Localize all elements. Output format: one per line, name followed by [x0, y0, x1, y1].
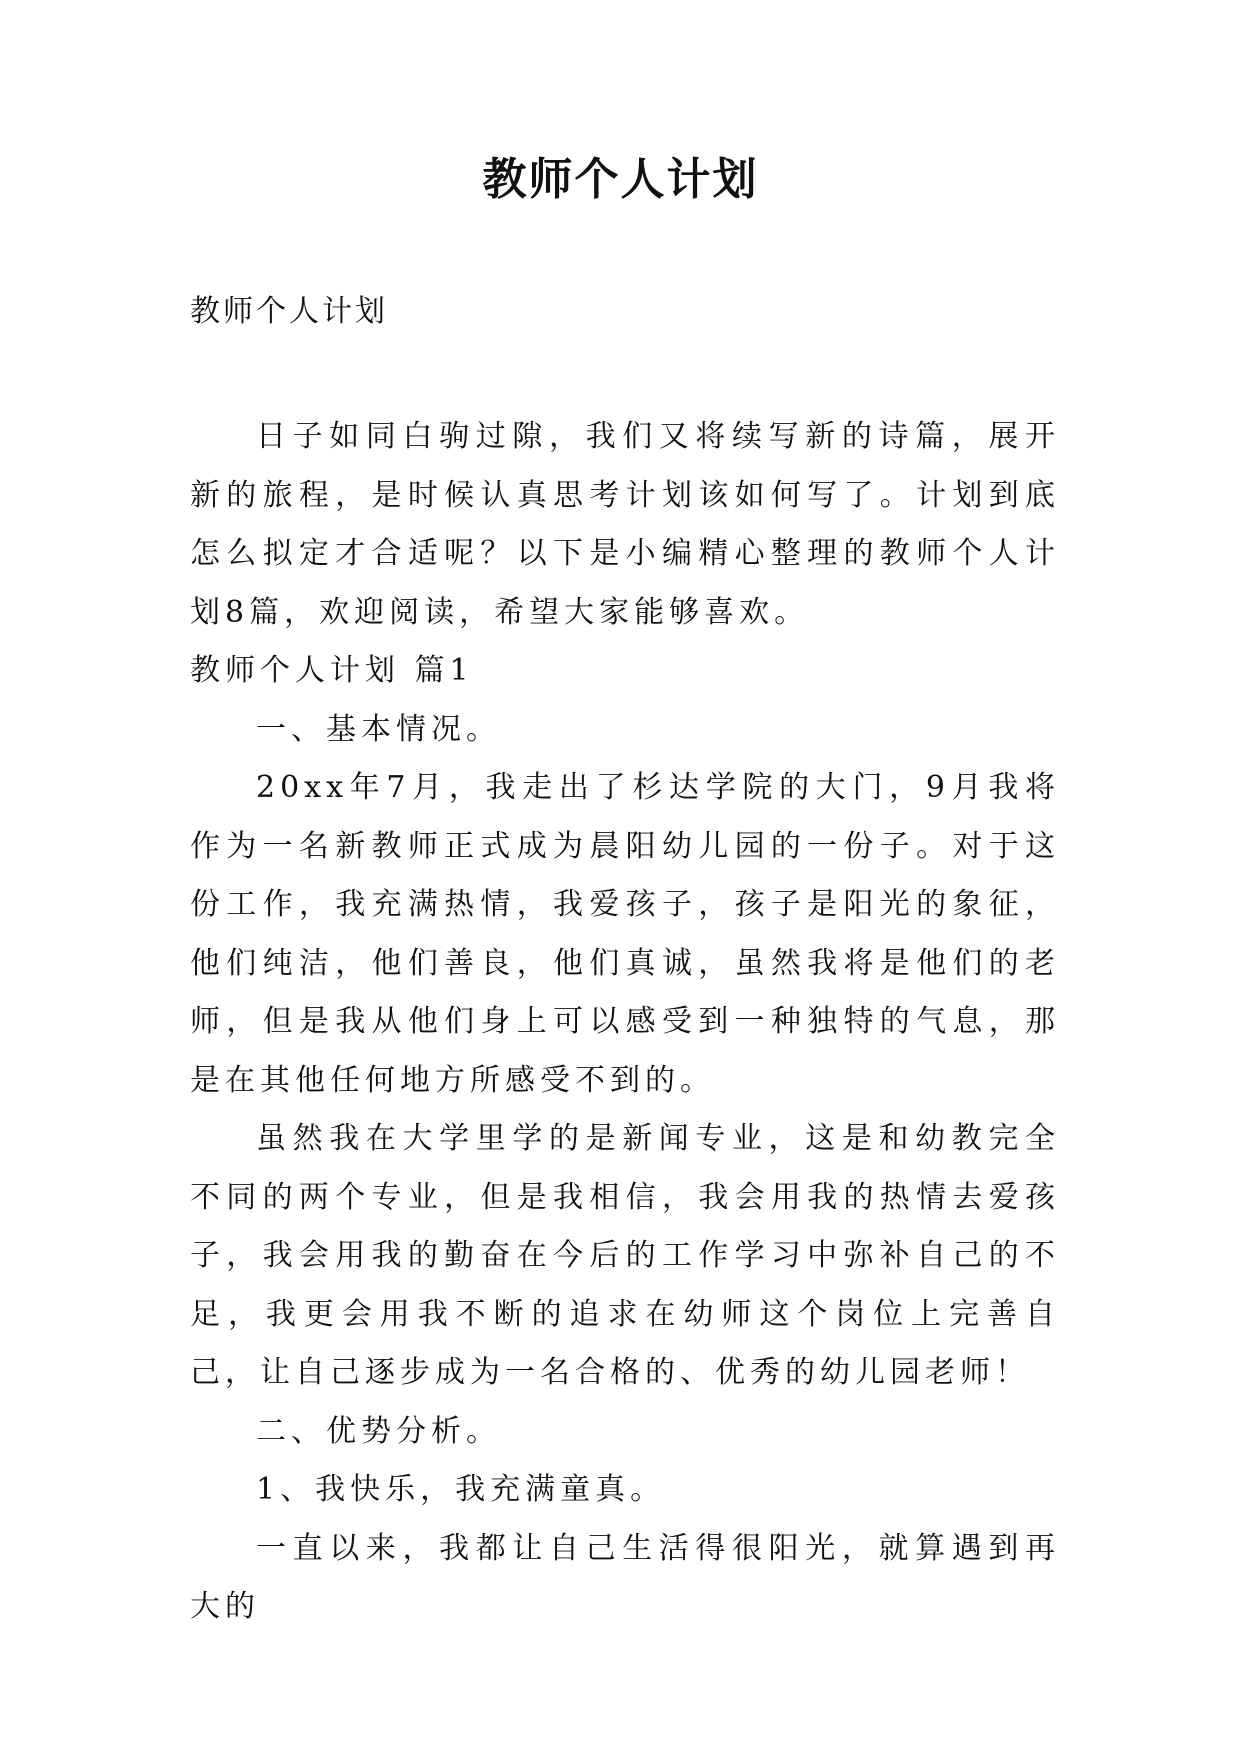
document-body	[190, 408, 1060, 1637]
subheading-happy: 1、我快乐，我充满童真。	[256, 1472, 666, 1507]
paragraph-major: 虽然我在大学里学的是新闻专业，这是和幼教完全不同的两个专业，但是我相信，我会用我的热情去爱孩子，我会用我的勤奋在今后的工作学习中弥补自己的不足，我更会用我不断的追求在幼师这个岗位上完善自己，让自己逐步成为一名合格的、优秀的幼儿园老师！	[190, 1121, 1060, 1390]
heading-advantage-analysis: 二、优势分析。	[256, 1413, 501, 1449]
section-heading-part-1: 教师个人计划 篇1	[190, 653, 474, 688]
document-subtitle: 教师个人计划	[190, 294, 388, 329]
document-title: 教师个人计划	[482, 154, 759, 205]
paragraph-basic-situation: 20xx年7月，我走出了杉达学院的大门，9月我将作为一名新教师正式成为晨阳幼儿园的一份子。对于这份工作，我充满热情，我爱孩子，孩子是阳光的象征，他们纯洁，他们善良，他们真诚，虽然我将是他们的老师，但是我从他们身上可以感受到一种独特的气息，那是在其他任何地方所感受不到的。	[190, 770, 1060, 1098]
paragraph-sunny: 一直以来，我都让自己生活得很阳光，就算遇到再大的	[190, 1530, 1060, 1624]
heading-basic-situation: 一、基本情况。	[256, 711, 501, 747]
intro-paragraph: 日子如同白驹过隙，我们又将续写新的诗篇，展开新的旅程，是时候认真思考计划该如何写了。计划到底怎么拟定才合适呢？以下是小编精心整理的教师个人计划8篇，欢迎阅读，希望大家能够喜欢。	[190, 419, 1060, 630]
